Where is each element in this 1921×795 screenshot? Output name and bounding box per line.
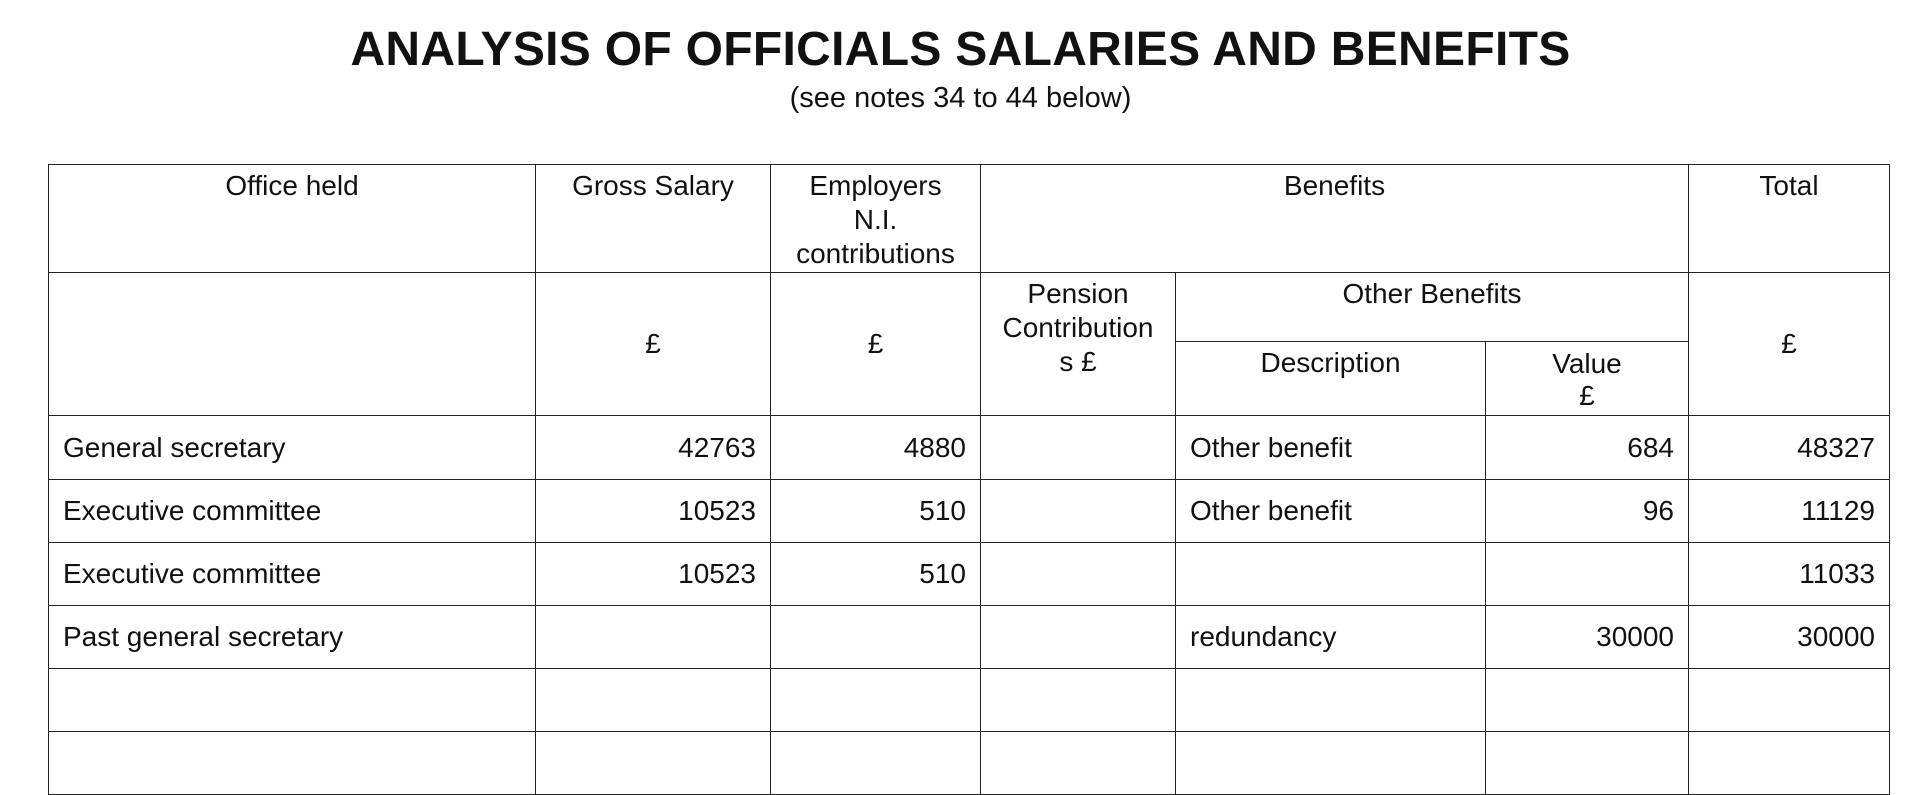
header-total-unit: £ (1689, 273, 1890, 416)
cell-gross-salary: 10523 (536, 480, 771, 543)
cell-office (49, 669, 536, 732)
cell-employers-ni: 510 (771, 480, 981, 543)
cell-employers-ni (771, 669, 981, 732)
cell-pension (981, 543, 1176, 606)
cell-value: 30000 (1486, 606, 1689, 669)
header-benefits: Benefits (981, 165, 1689, 273)
table-row (49, 669, 1890, 732)
cell-total: 30000 (1689, 606, 1890, 669)
cell-gross-salary: 10523 (536, 543, 771, 606)
page-subtitle: (see notes 34 to 44 below) (789, 82, 1132, 114)
header-total: Total (1689, 165, 1890, 273)
header-gross-unit: £ (536, 273, 771, 416)
cell-office: Executive committee (49, 480, 536, 543)
header-gross-salary: Gross Salary (536, 165, 771, 273)
header-employers-ni: Employers N.I. contributions (771, 165, 981, 273)
cell-description: Other benefit (1176, 480, 1486, 543)
table-row (49, 543, 1890, 606)
cell-description (1176, 669, 1486, 732)
salaries-table (48, 164, 1890, 795)
cell-value (1486, 543, 1689, 606)
cell-gross-salary: 42763 (536, 416, 771, 480)
cell-employers-ni: 510 (771, 543, 981, 606)
header-description: Description (1176, 342, 1486, 416)
cell-pension (981, 606, 1176, 669)
cell-description (1176, 543, 1486, 606)
table-row (49, 416, 1890, 480)
header-pension-contributions: Pension Contribution s £ (981, 273, 1176, 416)
cell-value: 684 (1486, 416, 1689, 480)
table-row (49, 606, 1890, 669)
cell-employers-ni: 4880 (771, 416, 981, 480)
cell-gross-salary (536, 606, 771, 669)
cell-description: Other benefit (1176, 416, 1486, 480)
cell-total (1689, 669, 1890, 732)
header-row-2 (49, 273, 1890, 342)
cell-value: 96 (1486, 480, 1689, 543)
cell-gross-salary (536, 669, 771, 732)
table-row (49, 480, 1890, 543)
cell-total: 11033 (1689, 543, 1890, 606)
cell-value (1486, 669, 1689, 732)
cell-pension (981, 669, 1176, 732)
cell-total: 11129 (1689, 480, 1890, 543)
header-value: Value £ (1486, 342, 1689, 416)
cell-office: Past general secretary (49, 606, 536, 669)
cell-office: General secretary (49, 416, 536, 480)
cell-pension (981, 416, 1176, 480)
cell-total: 48327 (1689, 416, 1890, 480)
header-ni-unit: £ (771, 273, 981, 416)
page-title: ANALYSIS OF OFFICIALS SALARIES AND BENEFITS (350, 23, 1571, 76)
cell-pension (981, 480, 1176, 543)
cell-employers-ni (771, 606, 981, 669)
header-other-benefits: Other Benefits (1176, 273, 1689, 342)
cell-description: redundancy (1176, 606, 1486, 669)
header-row-1 (49, 165, 1890, 273)
cell-office: Executive committee (49, 543, 536, 606)
header-office-blank (49, 273, 536, 416)
header-office-held: Office held (49, 165, 536, 273)
